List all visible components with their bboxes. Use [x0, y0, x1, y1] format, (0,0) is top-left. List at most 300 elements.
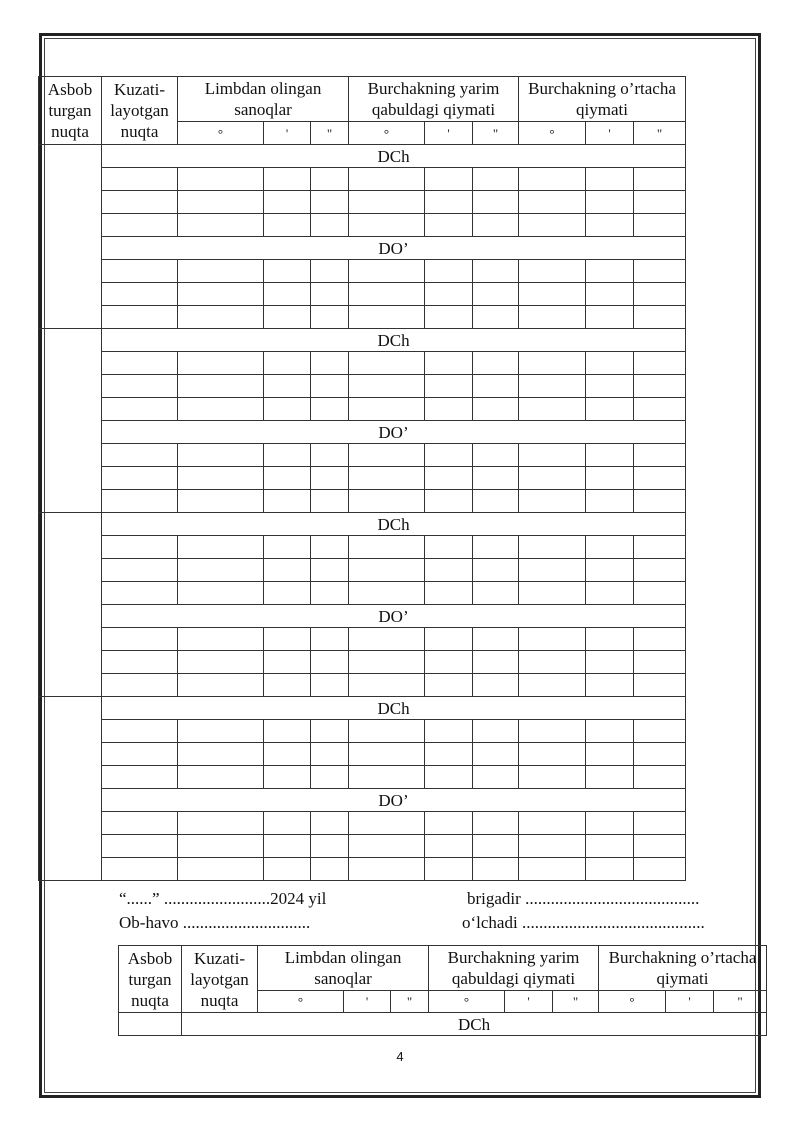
entry-cell[interactable]	[473, 536, 519, 559]
entry-cell[interactable]	[634, 743, 686, 766]
entry-cell[interactable]	[519, 444, 586, 467]
entry-cell[interactable]	[425, 306, 473, 329]
entry-cell[interactable]	[473, 858, 519, 881]
entry-cell[interactable]	[178, 743, 264, 766]
entry-cell[interactable]	[311, 582, 349, 605]
unit-seconds: "	[553, 991, 599, 1013]
entry-cell[interactable]	[473, 467, 519, 490]
table-row	[39, 743, 686, 766]
entry-cell[interactable]	[178, 283, 264, 306]
entry-cell[interactable]	[178, 812, 264, 835]
entry-cell[interactable]	[586, 559, 634, 582]
entry-cell[interactable]	[519, 467, 586, 490]
unit-degrees: °	[178, 122, 264, 145]
entry-cell[interactable]	[349, 651, 425, 674]
entry-cell[interactable]	[102, 582, 178, 605]
entry-cell[interactable]	[349, 306, 425, 329]
entry-cell[interactable]	[634, 467, 686, 490]
entry-cell[interactable]	[102, 352, 178, 375]
entry-cell[interactable]	[519, 674, 586, 697]
entry-cell[interactable]	[634, 628, 686, 651]
entry-cell[interactable]	[264, 398, 311, 421]
section-label-do: DO’	[102, 605, 686, 628]
table-row	[39, 766, 686, 789]
entry-cell[interactable]	[349, 260, 425, 283]
entry-cell[interactable]	[586, 582, 634, 605]
entry-cell[interactable]	[178, 628, 264, 651]
entry-cell[interactable]	[425, 812, 473, 835]
entry-cell[interactable]	[178, 398, 264, 421]
entry-cell[interactable]	[349, 536, 425, 559]
entry-cell[interactable]	[264, 490, 311, 513]
table-row	[39, 444, 686, 467]
entry-cell[interactable]	[586, 720, 634, 743]
entry-cell[interactable]	[425, 375, 473, 398]
entry-cell[interactable]	[634, 812, 686, 835]
entry-cell[interactable]	[102, 536, 178, 559]
table-row	[39, 651, 686, 674]
entry-cell[interactable]	[349, 812, 425, 835]
entry-cell[interactable]	[349, 720, 425, 743]
entry-cell[interactable]	[349, 467, 425, 490]
measurement-table	[38, 76, 686, 881]
entry-cell[interactable]	[634, 260, 686, 283]
entry-cell[interactable]	[473, 283, 519, 306]
header-half-set-value: Burchakning yarim qabuldagi qiymati	[429, 946, 599, 991]
entry-cell[interactable]	[519, 306, 586, 329]
entry-cell[interactable]	[178, 467, 264, 490]
entry-cell[interactable]	[102, 858, 178, 881]
entry-cell[interactable]	[425, 191, 473, 214]
entry-cell[interactable]	[102, 743, 178, 766]
table-row	[39, 674, 686, 697]
entry-cell[interactable]	[473, 651, 519, 674]
entry-cell[interactable]	[178, 306, 264, 329]
entry-cell[interactable]	[264, 375, 311, 398]
entry-cell[interactable]	[586, 283, 634, 306]
page-number: 4	[396, 1049, 404, 1064]
entry-cell[interactable]	[634, 536, 686, 559]
entry-cell[interactable]	[634, 375, 686, 398]
table-row	[39, 168, 686, 191]
entry-cell[interactable]	[349, 214, 425, 237]
table-row	[39, 720, 686, 743]
entry-cell[interactable]	[519, 352, 586, 375]
entry-cell[interactable]	[311, 260, 349, 283]
entry-cell[interactable]	[473, 582, 519, 605]
entry-cell[interactable]	[519, 766, 586, 789]
entry-cell[interactable]	[311, 858, 349, 881]
entry-cell[interactable]	[311, 743, 349, 766]
entry-cell[interactable]	[473, 743, 519, 766]
entry-cell[interactable]	[178, 559, 264, 582]
unit-minutes: '	[264, 122, 311, 145]
entry-cell[interactable]	[634, 835, 686, 858]
entry-cell[interactable]	[178, 352, 264, 375]
entry-cell[interactable]	[264, 444, 311, 467]
entry-cell[interactable]	[178, 444, 264, 467]
entry-cell[interactable]	[264, 559, 311, 582]
entry-cell[interactable]	[178, 214, 264, 237]
entry-cell[interactable]	[473, 306, 519, 329]
station-point-cell[interactable]	[39, 329, 102, 513]
section-label-dch: DCh	[102, 697, 686, 720]
entry-cell[interactable]	[178, 375, 264, 398]
entry-cell[interactable]	[586, 168, 634, 191]
entry-cell[interactable]	[102, 812, 178, 835]
entry-cell[interactable]	[634, 858, 686, 881]
entry-cell[interactable]	[425, 743, 473, 766]
entry-cell[interactable]	[311, 467, 349, 490]
entry-cell[interactable]	[586, 444, 634, 467]
entry-cell[interactable]	[425, 260, 473, 283]
entry-cell[interactable]	[634, 559, 686, 582]
entry-cell[interactable]	[519, 835, 586, 858]
entry-cell[interactable]	[634, 766, 686, 789]
table-row	[39, 352, 686, 375]
table-row	[39, 260, 686, 283]
entry-cell[interactable]	[311, 720, 349, 743]
entry-cell[interactable]	[311, 651, 349, 674]
entry-cell[interactable]	[102, 651, 178, 674]
entry-cell[interactable]	[519, 168, 586, 191]
entry-cell[interactable]	[264, 306, 311, 329]
entry-cell[interactable]	[634, 651, 686, 674]
entry-cell[interactable]	[519, 536, 586, 559]
entry-cell[interactable]	[311, 559, 349, 582]
unit-seconds: "	[311, 122, 349, 145]
unit-seconds: "	[634, 122, 686, 145]
entry-cell[interactable]	[178, 191, 264, 214]
entry-cell[interactable]	[519, 375, 586, 398]
entry-cell[interactable]	[102, 490, 178, 513]
entry-cell[interactable]	[473, 214, 519, 237]
entry-cell[interactable]	[178, 766, 264, 789]
entry-cell[interactable]	[519, 858, 586, 881]
unit-minutes: '	[666, 991, 714, 1013]
entry-cell[interactable]	[349, 582, 425, 605]
entry-cell[interactable]	[311, 398, 349, 421]
entry-cell[interactable]	[425, 467, 473, 490]
entry-cell[interactable]	[634, 352, 686, 375]
entry-cell[interactable]	[519, 582, 586, 605]
entry-cell[interactable]	[178, 835, 264, 858]
entry-cell[interactable]	[586, 467, 634, 490]
entry-cell[interactable]	[634, 306, 686, 329]
entry-cell[interactable]	[425, 490, 473, 513]
entry-cell[interactable]	[102, 444, 178, 467]
table-row	[39, 628, 686, 651]
table-row	[39, 536, 686, 559]
entry-cell[interactable]	[425, 283, 473, 306]
entry-cell[interactable]	[311, 490, 349, 513]
entry-cell[interactable]	[349, 375, 425, 398]
entry-cell[interactable]	[425, 214, 473, 237]
entry-cell[interactable]	[311, 835, 349, 858]
header-mean-value: Burchakning o’rtacha qiymati	[599, 946, 767, 991]
entry-cell[interactable]	[178, 260, 264, 283]
table-row	[39, 214, 686, 237]
entry-cell[interactable]	[473, 168, 519, 191]
entry-cell[interactable]	[102, 283, 178, 306]
entry-cell[interactable]	[473, 812, 519, 835]
entry-cell[interactable]	[425, 858, 473, 881]
entry-cell[interactable]	[425, 352, 473, 375]
table-row	[39, 306, 686, 329]
entry-cell[interactable]	[311, 674, 349, 697]
entry-cell[interactable]	[586, 628, 634, 651]
entry-cell[interactable]	[264, 536, 311, 559]
station-point-cell[interactable]	[39, 513, 102, 697]
entry-cell[interactable]	[349, 168, 425, 191]
entry-cell[interactable]	[264, 674, 311, 697]
unit-minutes: '	[586, 122, 634, 145]
entry-cell[interactable]	[349, 283, 425, 306]
entry-cell[interactable]	[519, 260, 586, 283]
entry-cell[interactable]	[473, 444, 519, 467]
entry-cell[interactable]	[311, 812, 349, 835]
entry-cell[interactable]	[519, 283, 586, 306]
entry-cell[interactable]	[634, 398, 686, 421]
entry-cell[interactable]	[311, 352, 349, 375]
entry-cell[interactable]	[519, 651, 586, 674]
entry-cell[interactable]	[519, 398, 586, 421]
entry-cell[interactable]	[634, 191, 686, 214]
entry-cell[interactable]	[264, 628, 311, 651]
entry-cell[interactable]	[425, 168, 473, 191]
header-limb-readings: Limbdan olingan sanoqlar	[178, 77, 349, 122]
entry-cell[interactable]	[519, 490, 586, 513]
entry-cell[interactable]	[102, 766, 178, 789]
entry-cell[interactable]	[586, 766, 634, 789]
entry-cell[interactable]	[586, 536, 634, 559]
entry-cell[interactable]	[586, 490, 634, 513]
entry-cell[interactable]	[102, 398, 178, 421]
entry-cell[interactable]	[349, 191, 425, 214]
entry-cell[interactable]	[473, 375, 519, 398]
header-station-point: Asbob turgan nuqta	[39, 77, 102, 145]
unit-degrees: °	[599, 991, 666, 1013]
entry-cell[interactable]	[425, 628, 473, 651]
entry-cell[interactable]	[264, 467, 311, 490]
entry-cell[interactable]	[586, 191, 634, 214]
entry-cell[interactable]	[586, 743, 634, 766]
entry-cell[interactable]	[102, 168, 178, 191]
entry-cell[interactable]	[425, 766, 473, 789]
unit-degrees: °	[429, 991, 505, 1013]
entry-cell[interactable]	[311, 375, 349, 398]
entry-cell[interactable]	[586, 214, 634, 237]
entry-cell[interactable]	[425, 835, 473, 858]
entry-cell[interactable]	[264, 191, 311, 214]
entry-cell[interactable]	[102, 467, 178, 490]
weather-line: Ob-havo ..............................	[119, 913, 311, 932]
entry-cell[interactable]	[473, 835, 519, 858]
entry-cell[interactable]	[634, 283, 686, 306]
entry-cell[interactable]	[634, 582, 686, 605]
entry-cell[interactable]	[264, 835, 311, 858]
entry-cell[interactable]	[311, 306, 349, 329]
entry-cell[interactable]	[311, 191, 349, 214]
header-observed-point: Kuzati-layotgan nuqta	[182, 946, 258, 1013]
entry-cell[interactable]	[311, 283, 349, 306]
entry-cell[interactable]	[473, 674, 519, 697]
entry-cell[interactable]	[586, 260, 634, 283]
entry-cell[interactable]	[349, 559, 425, 582]
entry-cell[interactable]	[634, 214, 686, 237]
entry-cell[interactable]	[102, 260, 178, 283]
entry-cell[interactable]	[349, 352, 425, 375]
entry-cell[interactable]	[264, 651, 311, 674]
entry-cell[interactable]	[178, 651, 264, 674]
entry-cell[interactable]	[473, 260, 519, 283]
unit-degrees: °	[519, 122, 586, 145]
unit-minutes: '	[344, 991, 391, 1013]
entry-cell[interactable]	[473, 398, 519, 421]
entry-cell[interactable]	[519, 214, 586, 237]
entry-cell[interactable]	[634, 490, 686, 513]
entry-cell[interactable]	[519, 191, 586, 214]
station-point-cell[interactable]	[119, 1013, 182, 1036]
entry-cell[interactable]	[311, 628, 349, 651]
table-row	[39, 191, 686, 214]
entry-cell[interactable]	[473, 720, 519, 743]
unit-degrees: °	[258, 991, 344, 1013]
table-row	[39, 375, 686, 398]
entry-cell[interactable]	[473, 352, 519, 375]
entry-cell[interactable]	[178, 674, 264, 697]
entry-cell[interactable]	[102, 375, 178, 398]
entry-cell[interactable]	[349, 444, 425, 467]
entry-cell[interactable]	[311, 214, 349, 237]
entry-cell[interactable]	[311, 536, 349, 559]
entry-cell[interactable]	[425, 720, 473, 743]
section-label-dch: DCh	[102, 329, 686, 352]
section-label-dch: DCh	[102, 513, 686, 536]
entry-cell[interactable]	[473, 766, 519, 789]
entry-cell[interactable]	[178, 858, 264, 881]
entry-cell[interactable]	[586, 835, 634, 858]
entry-cell[interactable]	[634, 720, 686, 743]
entry-cell[interactable]	[473, 559, 519, 582]
entry-cell[interactable]	[264, 743, 311, 766]
entry-cell[interactable]	[519, 628, 586, 651]
brigadir-line: brigadir .........................................	[467, 889, 700, 908]
section-label-dch: DCh	[102, 145, 686, 168]
entry-cell[interactable]	[264, 260, 311, 283]
date-line: “......” .........................2024 yil	[119, 889, 327, 908]
unit-seconds: "	[473, 122, 519, 145]
entry-cell[interactable]	[178, 582, 264, 605]
entry-cell[interactable]	[264, 766, 311, 789]
entry-cell[interactable]	[586, 352, 634, 375]
station-point-cell[interactable]	[39, 145, 102, 329]
station-point-cell[interactable]	[39, 697, 102, 881]
entry-cell[interactable]	[634, 674, 686, 697]
section-label-do: DO’	[102, 421, 686, 444]
entry-cell[interactable]	[586, 812, 634, 835]
entry-cell[interactable]	[178, 536, 264, 559]
entry-cell[interactable]	[264, 214, 311, 237]
entry-cell[interactable]	[102, 674, 178, 697]
entry-cell[interactable]	[102, 559, 178, 582]
entry-cell[interactable]	[586, 375, 634, 398]
entry-cell[interactable]	[586, 674, 634, 697]
entry-cell[interactable]	[473, 191, 519, 214]
entry-cell[interactable]	[311, 168, 349, 191]
entry-cell[interactable]	[425, 559, 473, 582]
table-row	[39, 467, 686, 490]
entry-cell[interactable]	[178, 490, 264, 513]
entry-cell[interactable]	[425, 444, 473, 467]
table-row	[39, 812, 686, 835]
entry-cell[interactable]	[634, 444, 686, 467]
unit-seconds: "	[714, 991, 767, 1013]
entry-cell[interactable]	[425, 651, 473, 674]
entry-cell[interactable]	[425, 674, 473, 697]
entry-cell[interactable]	[311, 766, 349, 789]
entry-cell[interactable]	[473, 490, 519, 513]
entry-cell[interactable]	[102, 191, 178, 214]
entry-cell[interactable]	[349, 490, 425, 513]
entry-cell[interactable]	[634, 168, 686, 191]
entry-cell[interactable]	[102, 720, 178, 743]
entry-cell[interactable]	[586, 306, 634, 329]
entry-cell[interactable]	[178, 168, 264, 191]
entry-cell[interactable]	[349, 398, 425, 421]
section-label-dch: DCh	[182, 1013, 767, 1036]
entry-cell[interactable]	[349, 628, 425, 651]
entry-cell[interactable]	[102, 214, 178, 237]
entry-cell[interactable]	[264, 283, 311, 306]
entry-cell[interactable]	[425, 536, 473, 559]
entry-cell[interactable]	[425, 582, 473, 605]
entry-cell[interactable]	[519, 720, 586, 743]
unit-minutes: '	[425, 122, 473, 145]
header-station-point: Asbob turgan nuqta	[119, 946, 182, 1013]
entry-cell[interactable]	[519, 559, 586, 582]
entry-cell[interactable]	[349, 674, 425, 697]
entry-cell[interactable]	[349, 766, 425, 789]
entry-cell[interactable]	[102, 306, 178, 329]
entry-cell[interactable]	[264, 582, 311, 605]
header-mean-value: Burchakning o’rtacha qiymati	[519, 77, 686, 122]
entry-cell[interactable]	[102, 835, 178, 858]
section-label-do: DO’	[102, 237, 686, 260]
entry-cell[interactable]	[264, 168, 311, 191]
entry-cell[interactable]	[264, 858, 311, 881]
entry-cell[interactable]	[519, 812, 586, 835]
entry-cell[interactable]	[519, 743, 586, 766]
header-half-set-value: Burchakning yarim qabuldagi qiymati	[349, 77, 519, 122]
measurer-line: o‘lchadi ...........................................	[462, 913, 705, 932]
entry-cell[interactable]	[349, 835, 425, 858]
entry-cell[interactable]	[586, 398, 634, 421]
entry-cell[interactable]	[264, 352, 311, 375]
entry-cell[interactable]	[349, 858, 425, 881]
entry-cell[interactable]	[349, 743, 425, 766]
entry-cell[interactable]	[311, 444, 349, 467]
entry-cell[interactable]	[264, 812, 311, 835]
entry-cell[interactable]	[473, 628, 519, 651]
entry-cell[interactable]	[425, 398, 473, 421]
entry-cell[interactable]	[586, 858, 634, 881]
header-limb-readings: Limbdan olingan sanoqlar	[258, 946, 429, 991]
entry-cell[interactable]	[178, 720, 264, 743]
entry-cell[interactable]	[264, 720, 311, 743]
entry-cell[interactable]	[102, 628, 178, 651]
entry-cell[interactable]	[586, 651, 634, 674]
